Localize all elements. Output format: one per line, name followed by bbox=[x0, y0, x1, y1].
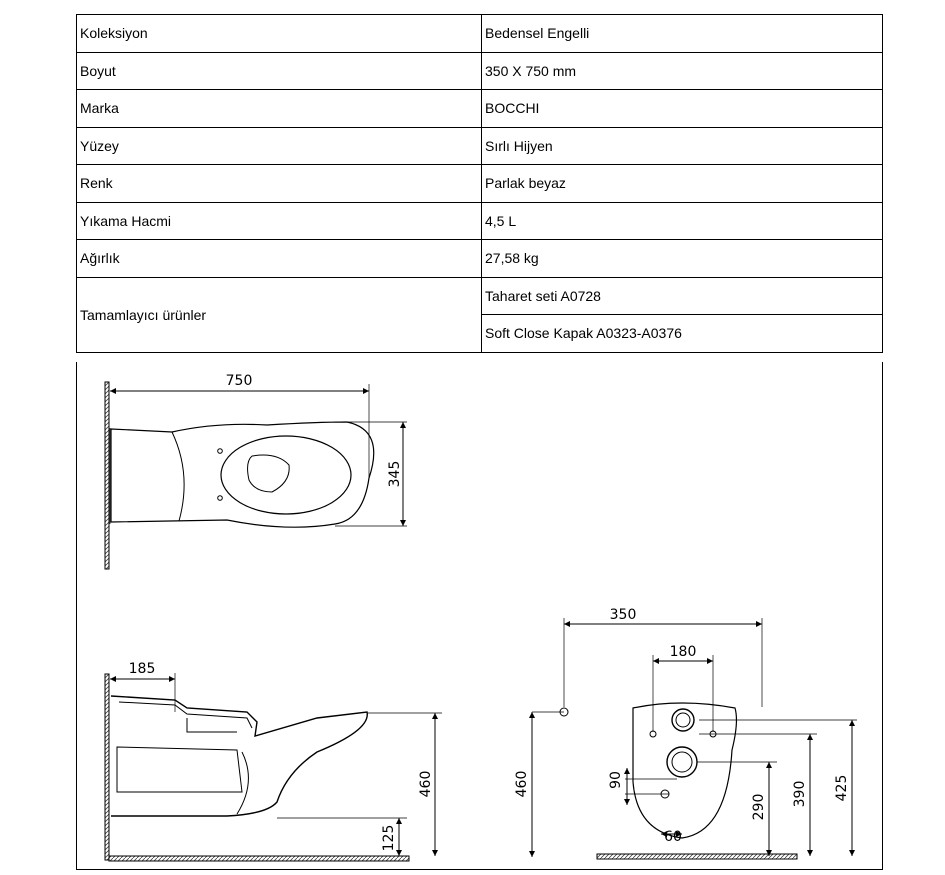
spec-label: Yüzey bbox=[77, 127, 482, 165]
spec-label: Renk bbox=[77, 165, 482, 203]
table-row bbox=[77, 90, 883, 128]
dim-length-label: 750 bbox=[225, 373, 253, 389]
dim-depth-label: 185 bbox=[128, 661, 156, 677]
wall-hatch bbox=[105, 382, 109, 569]
spec-value: Taharet seti A0728 bbox=[482, 277, 883, 315]
table-row bbox=[77, 52, 883, 90]
spec-table bbox=[76, 14, 883, 353]
spec-value: Soft Close Kapak A0323-A0376 bbox=[482, 315, 883, 353]
table-row bbox=[77, 202, 883, 240]
spec-value: 27,58 kg bbox=[482, 240, 883, 278]
spec-value: Parlak beyaz bbox=[482, 165, 883, 203]
dim-290-label: 290 bbox=[751, 793, 767, 821]
spec-label: Marka bbox=[77, 90, 482, 128]
dim-height-label: 460 bbox=[418, 770, 434, 798]
product-sheet bbox=[76, 14, 883, 870]
technical-drawing bbox=[76, 362, 883, 870]
dim-bottom-label: 60 bbox=[664, 829, 682, 845]
spec-value: 350 X 750 mm bbox=[482, 52, 883, 90]
top-view bbox=[105, 382, 407, 569]
table-row bbox=[77, 277, 883, 315]
table-row bbox=[77, 165, 883, 203]
dim-390-label: 390 bbox=[792, 780, 808, 808]
spec-label: Yıkama Hacmi bbox=[77, 202, 482, 240]
drawing-canvas bbox=[77, 362, 884, 870]
dim-width-label: 345 bbox=[387, 460, 403, 488]
spec-value: BOCCHI bbox=[482, 90, 883, 128]
dim-425-label: 425 bbox=[834, 774, 850, 802]
spec-label: Tamamlayıcı ürünler bbox=[77, 277, 482, 352]
dim-width-label: 350 bbox=[609, 607, 637, 623]
dim-height-left-label: 460 bbox=[514, 770, 530, 798]
table-row bbox=[77, 127, 883, 165]
dim-spacing-label: 180 bbox=[669, 644, 697, 660]
spec-label: Ağırlık bbox=[77, 240, 482, 278]
spec-value: 4,5 L bbox=[482, 202, 883, 240]
dim-offset-label: 90 bbox=[608, 771, 624, 789]
table-row bbox=[77, 15, 883, 53]
dim-base-label: 125 bbox=[381, 824, 397, 852]
spec-label: Boyut bbox=[77, 52, 482, 90]
spec-value: Bedensel Engelli bbox=[482, 15, 883, 53]
spec-value: Sırlı Hijyen bbox=[482, 127, 883, 165]
table-row bbox=[77, 240, 883, 278]
spec-label: Koleksiyon bbox=[77, 15, 482, 53]
